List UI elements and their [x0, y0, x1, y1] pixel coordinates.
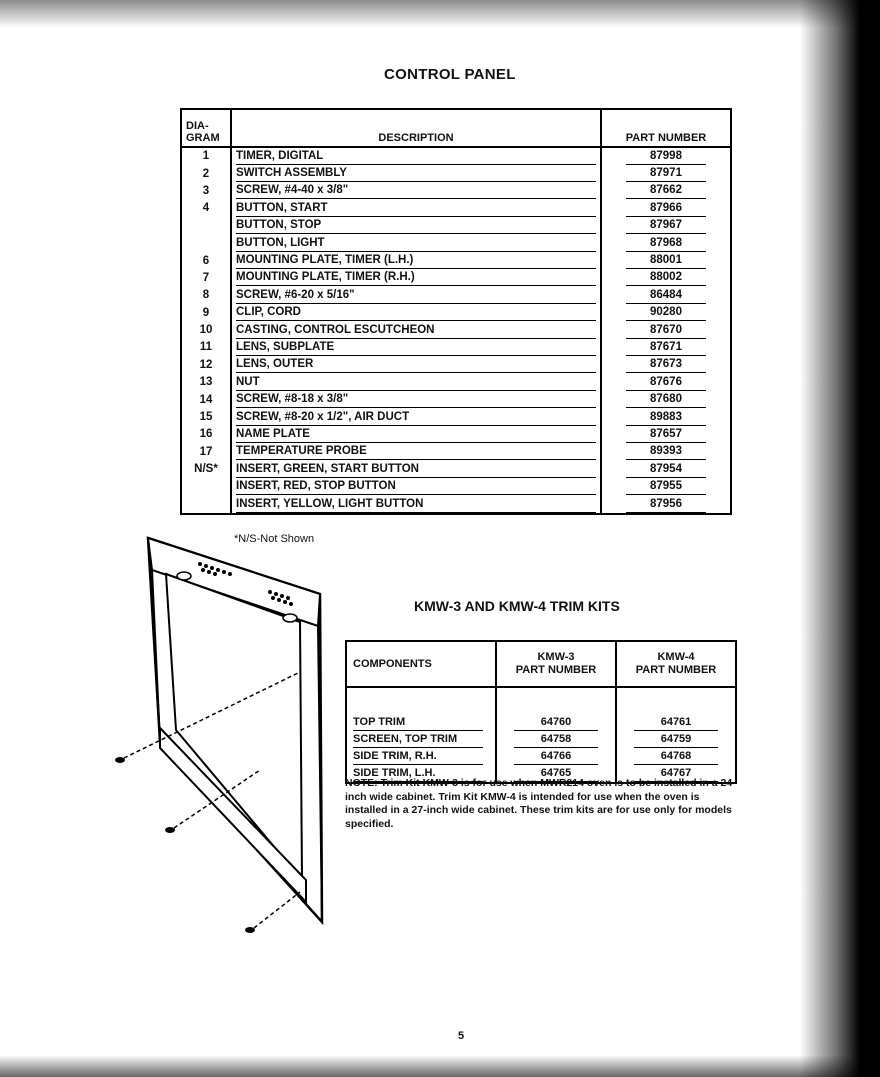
row-part-number-text: 87673	[626, 357, 706, 373]
row-description	[231, 305, 601, 322]
row-diagram	[181, 235, 231, 252]
note-text: Trim Kit KMW-3 is for use when MWR214 oven is to be installed in a 24-inch wide cabinet. Trim Kit KMW-4 is intended for use when the oven is installed in a 27-inch wide cabinet. These trim kits are for use only for models specified.	[345, 777, 736, 830]
row-description	[231, 426, 601, 443]
header-kmw4	[616, 641, 736, 687]
row-description-text: INSERT, YELLOW, LIGHT BUTTON	[236, 497, 596, 513]
row-description	[231, 496, 601, 514]
parts-table-row	[181, 147, 731, 165]
row-part-number-text: 86484	[626, 288, 706, 304]
parts-table-row	[181, 218, 731, 235]
row-part-number	[601, 235, 731, 252]
row-component-text: SIDE TRIM, R.H.	[353, 749, 483, 765]
parts-table-row	[181, 426, 731, 443]
row-description-text: BUTTON, STOP	[236, 218, 596, 234]
parts-table-row	[181, 374, 731, 391]
row-kmw4-text: 64767	[634, 766, 718, 782]
row-diagram: 15	[181, 409, 231, 426]
row-diagram: 14	[181, 391, 231, 408]
row-kmw4	[616, 748, 736, 765]
row-part-number	[601, 409, 731, 426]
row-diagram	[181, 478, 231, 495]
row-component-text: TOP TRIM	[353, 715, 483, 731]
row-part-number-text: 87671	[626, 340, 706, 356]
row-part-number-text: 87967	[626, 218, 706, 234]
row-part-number	[601, 183, 731, 200]
row-description	[231, 409, 601, 426]
row-description-text: TIMER, DIGITAL	[236, 149, 596, 165]
header-components: COMPONENTS	[346, 641, 496, 687]
row-description-text: NUT	[236, 375, 596, 391]
row-description	[231, 339, 601, 356]
row-diagram: 17	[181, 444, 231, 461]
row-part-number	[601, 461, 731, 478]
row-description-text: MOUNTING PLATE, TIMER (R.H.)	[236, 270, 596, 286]
row-description-text: MOUNTING PLATE, TIMER (L.H.)	[236, 253, 596, 269]
row-description	[231, 165, 601, 182]
note-label: NOTE:	[345, 777, 378, 789]
row-kmw3	[496, 714, 616, 731]
row-component	[346, 731, 496, 748]
row-description	[231, 183, 601, 200]
parts-table-row	[181, 461, 731, 478]
trim-kits-table	[345, 640, 737, 784]
row-description	[231, 357, 601, 374]
control-panel-title: CONTROL PANEL	[384, 66, 516, 83]
row-part-number-text: 87955	[626, 479, 706, 495]
parts-table-row	[181, 444, 731, 461]
row-kmw4-text: 64768	[634, 749, 718, 765]
parts-table-row	[181, 409, 731, 426]
row-diagram: 7	[181, 270, 231, 287]
row-kmw3-text: 64758	[514, 732, 598, 748]
row-kmw3	[496, 748, 616, 765]
trim-kit-frame-illustration	[100, 530, 340, 940]
row-description	[231, 374, 601, 391]
parts-table-row	[181, 357, 731, 374]
row-diagram: 9	[181, 305, 231, 322]
trim-table-row	[346, 714, 736, 731]
header-kmw3	[496, 641, 616, 687]
row-description-text: BUTTON, START	[236, 201, 596, 217]
row-diagram: 6	[181, 252, 231, 269]
trim-kits-title: KMW-3 AND KMW-4 TRIM KITS	[414, 598, 620, 614]
row-description	[231, 478, 601, 495]
row-component	[346, 748, 496, 765]
row-part-number-text: 89393	[626, 444, 706, 460]
header-kmw4-line2: PART NUMBER	[635, 664, 717, 676]
row-diagram: N/S*	[181, 461, 231, 478]
row-diagram: 4	[181, 200, 231, 217]
parts-table-row	[181, 235, 731, 252]
trim-kit-note	[345, 777, 740, 831]
row-part-number-text: 90280	[626, 305, 706, 321]
row-part-number-text: 87662	[626, 183, 706, 199]
row-part-number	[601, 374, 731, 391]
header-kmw3-line2: PART NUMBER	[515, 664, 597, 676]
row-part-number	[601, 322, 731, 339]
trim-table-spacer	[346, 687, 736, 714]
row-part-number-text: 87956	[626, 497, 706, 513]
control-panel-parts-table	[180, 108, 732, 515]
row-part-number-text: 87971	[626, 166, 706, 182]
row-diagram: 16	[181, 426, 231, 443]
trim-table-row	[346, 731, 736, 748]
row-kmw4	[616, 714, 736, 731]
header-kmw3-line1: KMW-3	[537, 651, 575, 663]
parts-table-body	[181, 147, 731, 514]
parts-table-row	[181, 339, 731, 356]
row-part-number-text: 88002	[626, 270, 706, 286]
row-description	[231, 218, 601, 235]
header-kmw4-line1: KMW-4	[657, 651, 695, 663]
parts-table-row	[181, 252, 731, 269]
row-description	[231, 252, 601, 269]
row-part-number	[601, 305, 731, 322]
row-kmw3-text: 64765	[514, 766, 598, 782]
row-part-number	[601, 496, 731, 514]
row-diagram	[181, 218, 231, 235]
parts-table-row	[181, 183, 731, 200]
row-component-text: SIDE TRIM, L.H.	[353, 766, 483, 782]
row-diagram: 2	[181, 165, 231, 182]
row-description	[231, 147, 601, 165]
row-diagram: 12	[181, 357, 231, 374]
parts-table-row	[181, 496, 731, 514]
not-shown-footnote: *N/S-Not Shown	[234, 533, 315, 545]
row-diagram: 13	[181, 374, 231, 391]
parts-table-row	[181, 165, 731, 182]
row-description	[231, 200, 601, 217]
header-description: DESCRIPTION	[231, 109, 601, 147]
parts-table-header	[181, 109, 731, 147]
row-part-number	[601, 147, 731, 165]
row-part-number	[601, 444, 731, 461]
header-diagram: DIA-GRAM	[181, 109, 231, 147]
row-description-text: CLIP, CORD	[236, 305, 596, 321]
parts-table-row	[181, 478, 731, 495]
row-part-number-text: 87680	[626, 392, 706, 408]
row-diagram	[181, 496, 231, 514]
row-description-text: NAME PLATE	[236, 427, 596, 443]
trim-table-row	[346, 748, 736, 765]
row-description	[231, 235, 601, 252]
row-diagram: 3	[181, 183, 231, 200]
trim-table-header	[346, 641, 736, 687]
row-component	[346, 714, 496, 731]
row-description	[231, 287, 601, 304]
scan-shadow-top	[0, 0, 880, 28]
row-part-number	[601, 357, 731, 374]
parts-table-row	[181, 287, 731, 304]
row-description	[231, 391, 601, 408]
row-part-number	[601, 339, 731, 356]
trim-table-body	[346, 687, 736, 783]
row-part-number	[601, 252, 731, 269]
row-description	[231, 461, 601, 478]
row-part-number	[601, 478, 731, 495]
row-kmw4	[616, 731, 736, 748]
row-part-number-text: 89883	[626, 410, 706, 426]
row-part-number-text: 87968	[626, 236, 706, 252]
row-part-number	[601, 391, 731, 408]
row-part-number-text: 87998	[626, 149, 706, 165]
row-diagram: 11	[181, 339, 231, 356]
row-part-number	[601, 270, 731, 287]
page-number: 5	[458, 1030, 465, 1042]
row-part-number	[601, 287, 731, 304]
row-description-text: SWITCH ASSEMBLY	[236, 166, 596, 182]
row-description-text: CASTING, CONTROL ESCUTCHEON	[236, 323, 596, 339]
row-component-text: SCREEN, TOP TRIM	[353, 732, 483, 748]
row-description-text: INSERT, GREEN, START BUTTON	[236, 462, 596, 478]
parts-table-row	[181, 200, 731, 217]
row-kmw4-text: 64761	[634, 715, 718, 731]
row-part-number-text: 87954	[626, 462, 706, 478]
parts-table-row	[181, 391, 731, 408]
row-description-text: TEMPERATURE PROBE	[236, 444, 596, 460]
row-part-number	[601, 200, 731, 217]
row-kmw3-text: 64760	[514, 715, 598, 731]
row-description-text: SCREW, #8-20 x 1/2", AIR DUCT	[236, 410, 596, 426]
row-part-number-text: 87670	[626, 323, 706, 339]
parts-table-row	[181, 270, 731, 287]
row-description-text: SCREW, #8-18 x 3/8"	[236, 392, 596, 408]
row-description-text: INSERT, RED, STOP BUTTON	[236, 479, 596, 495]
row-diagram: 10	[181, 322, 231, 339]
row-part-number	[601, 218, 731, 235]
scan-shadow-right	[800, 0, 880, 1077]
row-description	[231, 270, 601, 287]
row-part-number-text: 88001	[626, 253, 706, 269]
row-description-text: SCREW, #4-40 x 3/8"	[236, 183, 596, 199]
row-diagram: 1	[181, 147, 231, 165]
row-description-text: BUTTON, LIGHT	[236, 236, 596, 252]
row-part-number-text: 87676	[626, 375, 706, 391]
row-description-text: SCREW, #6-20 x 5/16"	[236, 288, 596, 304]
row-part-number-text: 87657	[626, 427, 706, 443]
row-part-number-text: 87966	[626, 201, 706, 217]
row-kmw3	[496, 731, 616, 748]
row-description	[231, 444, 601, 461]
row-description-text: LENS, SUBPLATE	[236, 340, 596, 356]
row-description-text: LENS, OUTER	[236, 357, 596, 373]
parts-table-row	[181, 305, 731, 322]
row-part-number	[601, 426, 731, 443]
row-kmw3-text: 64766	[514, 749, 598, 765]
scan-shadow-bottom	[0, 1055, 880, 1077]
row-diagram: 8	[181, 287, 231, 304]
parts-table-row	[181, 322, 731, 339]
header-part-number: PART NUMBER	[601, 109, 731, 147]
row-description	[231, 322, 601, 339]
row-part-number	[601, 165, 731, 182]
row-kmw4-text: 64759	[634, 732, 718, 748]
